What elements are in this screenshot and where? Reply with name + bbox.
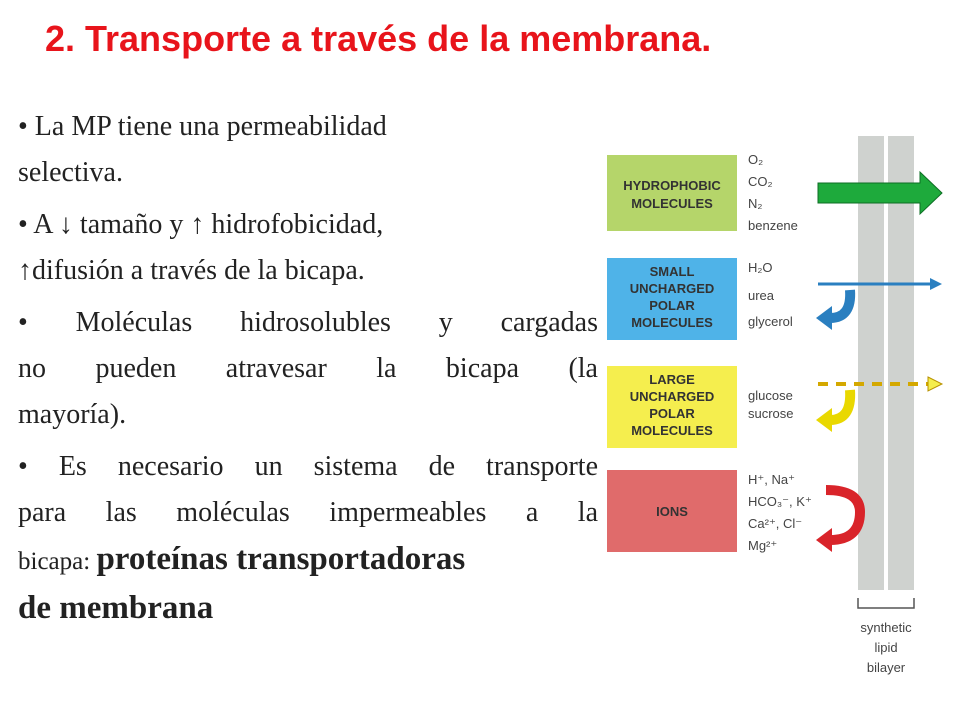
large-polar-label-4: MOLECULES [631,423,713,438]
bullet-3-line-2: no pueden atravesar la bicapa (la [18,353,598,384]
large-polar-dashed-arrowhead [928,377,942,391]
small-polar-label-1: SMALL [649,264,695,279]
bullet-4-highlight: proteínas transportadoras [96,541,466,577]
large-polar-return-arrowhead [816,408,832,432]
small-polar-pass-arrowhead [930,278,942,290]
bullet-4-highlight-cont: de membrana [18,590,214,626]
bilayer-label-3: bilayer [866,660,906,675]
bullet-4-line-2: para las moléculas impermeables a la [18,497,598,528]
large-polar-label-2: UNCHARGED [629,389,715,404]
molecule-benzene: benzene [748,218,798,233]
molecule-co2: CO₂ [748,174,773,189]
bullet-4-line-1: • Es necesario un sistema de transporte [18,451,598,482]
bullet-4-line-3-lead: bicapa: [18,548,97,575]
small-polar-label-3: POLAR [649,298,695,313]
small-polar-return-arrowhead [816,306,832,330]
small-polar-label-4: MOLECULES [631,315,713,330]
large-polar-label-1: LARGE [649,372,695,387]
small-polar-return-arrow [830,290,850,318]
hydrophobic-box [607,155,737,231]
bullet-1-line-2: selectiva. [18,157,123,188]
bilayer-bracket [858,598,914,608]
molecule-glycerol: glycerol [748,314,793,329]
bilayer-midline [884,136,888,590]
molecule-n2: N₂ [748,196,763,211]
hydrophobic-label-1: HYDROPHOBIC [623,178,721,193]
large-polar-label-3: POLAR [649,406,695,421]
bullet-2-line-2: ↑difusión a través de la bicapa. [18,255,365,286]
ion-mg: Mg²⁺ [748,538,778,553]
molecule-glucose: glucose [748,388,793,403]
ion-h-na: H⁺, Na⁺ [748,472,795,487]
bullet-1-line-1: • La MP tiene una permeabilidad [18,111,387,142]
molecule-h2o: H₂O [748,260,773,275]
bullet-3-line-3: mayoría). [18,399,127,430]
bullet-3-line-1: • Moléculas hidrosolubles y cargadas [18,307,598,338]
ions-return-arrowhead [816,528,832,552]
molecule-sucrose: sucrose [748,406,794,421]
hydrophobic-label-2: MOLECULES [631,196,713,211]
ion-hco3-k: HCO₃⁻, K⁺ [748,494,812,509]
molecule-urea: urea [748,288,775,303]
bullet-2-line-1: • A ↓ tamaño y ↑ hidrofobicidad, [18,209,384,240]
ion-ca-cl: Ca²⁺, Cl⁻ [748,516,803,531]
small-polar-label-2: UNCHARGED [629,281,715,296]
molecule-o2: O₂ [748,152,764,167]
bilayer-label-2: lipid [874,640,898,655]
ions-label: IONS [656,504,688,519]
large-polar-return-arrow [830,390,850,420]
slide-title: 2. Transporte a través de la membrana. [45,18,712,59]
bilayer-label-1: synthetic [860,620,912,635]
